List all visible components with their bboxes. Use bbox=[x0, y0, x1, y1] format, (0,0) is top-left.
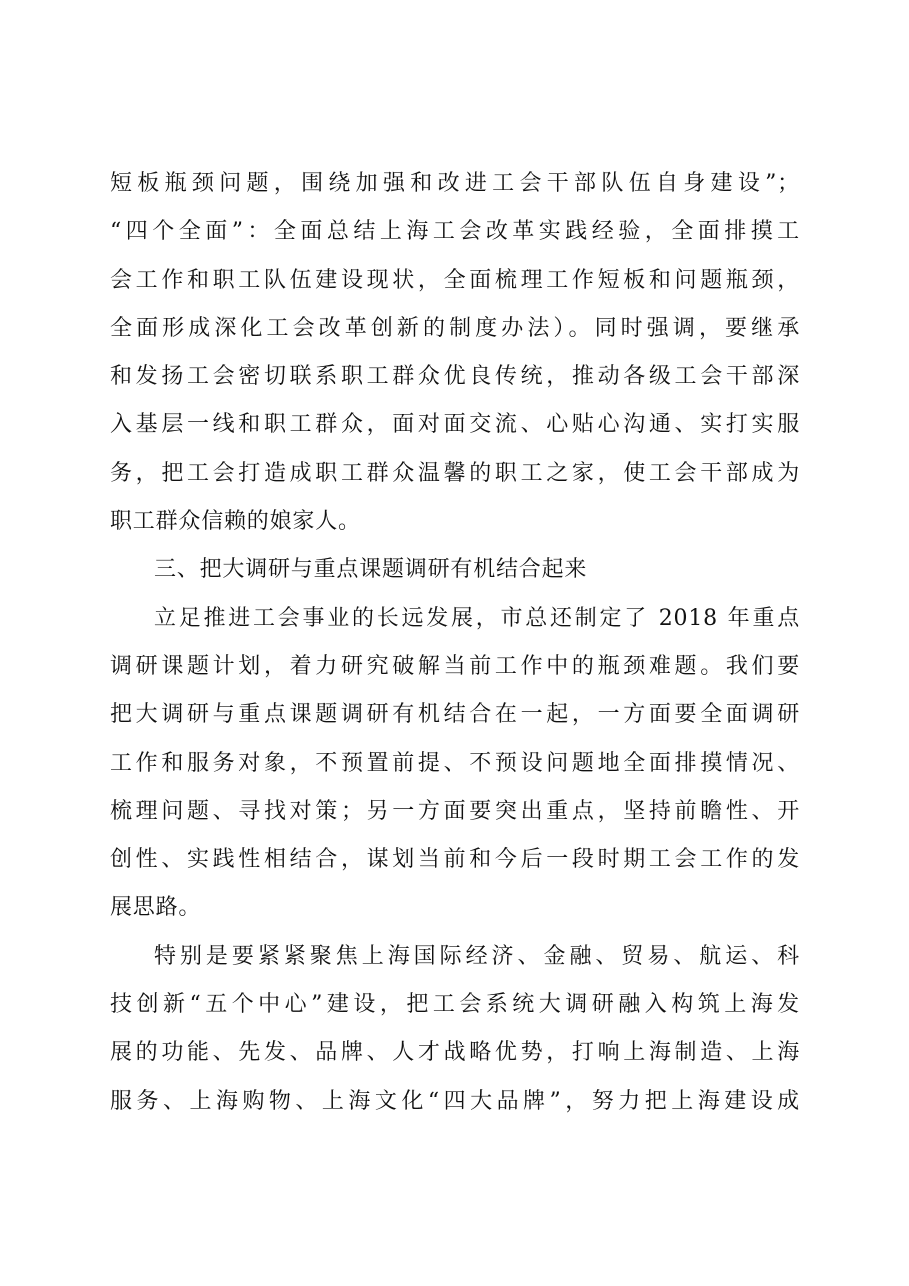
paragraph-line: 会工作和职工队伍建设现状，全面梳理工作短板和问题瓶颈， bbox=[110, 267, 800, 293]
paragraph-line: 展的功能、先发、品牌、人才战略优势，打响上海制造、上海 bbox=[110, 1040, 800, 1066]
paragraph-2 bbox=[110, 595, 800, 933]
paragraph-line: 调研课题计划，着力研究破解当前工作中的瓶颈难题。我们要 bbox=[110, 653, 800, 679]
paragraph-line: 短板瓶颈问题，围绕加强和改进工会干部队伍自身建设”； bbox=[110, 171, 800, 196]
paragraph-line: 立足推进工会事业的长远发展，市总还制定了 2018 年重点 bbox=[154, 605, 800, 631]
paragraph-line: 特别是要紧紧聚焦上海国际经济、金融、贸易、航运、科 bbox=[154, 943, 800, 969]
paragraph-line: 创性、实践性相结合，谋划当前和今后一段时期工会工作的发 bbox=[110, 847, 800, 873]
paragraph-line: 工作和服务对象，不预置前提、不预设问题地全面排摸情况、 bbox=[110, 750, 800, 776]
paragraph-line: 把大调研与重点课题调研有机结合在一起，一方面要全面调研 bbox=[110, 702, 800, 728]
paragraph-line: 和发扬工会密切联系职工群众优良传统，推动各级工会干部深 bbox=[110, 364, 800, 390]
section-heading: 三、把大调研与重点课题调研有机结合起来 bbox=[154, 557, 588, 583]
paragraph-line: 梳理问题、寻找对策；另一方面要突出重点，坚持前瞻性、开 bbox=[110, 798, 800, 824]
paragraph-line: 展思路。 bbox=[110, 895, 202, 921]
paragraph-line: 全面形成深化工会改革创新的制度办法）。同时强调，要继承 bbox=[110, 315, 800, 341]
paragraph-line: 入基层一线和职工群众，面对面交流、心贴心沟通、实打实服 bbox=[110, 412, 800, 438]
paragraph-line: 职工群众信赖的娘家人。 bbox=[110, 509, 361, 535]
document-body bbox=[110, 160, 800, 1126]
paragraph-line: 技创新“五个中心”建设，把工会系统大调研融入构筑上海发 bbox=[110, 992, 800, 1018]
paragraph-line: “四个全面”：全面总结上海工会改革实践经验，全面排摸工 bbox=[110, 219, 800, 245]
paragraph-1 bbox=[110, 160, 800, 546]
paragraph-line: 服务、上海购物、上海文化“四大品牌”，努力把上海建设成 bbox=[110, 1088, 800, 1114]
paragraph-3 bbox=[110, 933, 800, 1126]
paragraph-line: 务，把工会打造成职工群众温馨的职工之家，使工会干部成为 bbox=[110, 460, 800, 486]
